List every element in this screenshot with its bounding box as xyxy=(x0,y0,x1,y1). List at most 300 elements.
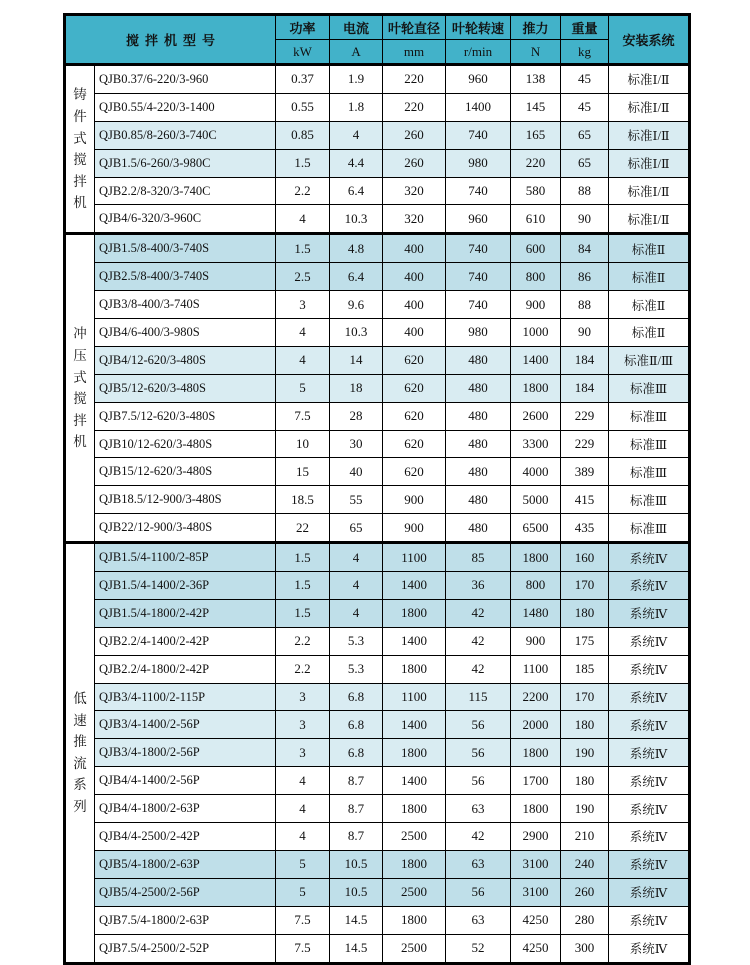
unit-diameter: mm xyxy=(383,40,446,65)
weight-cell: 415 xyxy=(561,486,609,514)
table-row xyxy=(65,767,690,795)
diameter-cell: 1800 xyxy=(383,599,446,627)
weight-cell: 90 xyxy=(561,205,609,234)
system-cell: 系统Ⅳ xyxy=(609,934,690,963)
speed-cell: 42 xyxy=(446,599,511,627)
power-cell: 7.5 xyxy=(276,906,330,934)
current-cell: 4 xyxy=(330,599,383,627)
diameter-cell: 320 xyxy=(383,177,446,205)
table-row xyxy=(65,121,690,149)
weight-cell: 88 xyxy=(561,177,609,205)
thrust-cell: 610 xyxy=(511,205,561,234)
thrust-cell: 4250 xyxy=(511,906,561,934)
power-cell: 3 xyxy=(276,291,330,319)
weight-cell: 45 xyxy=(561,65,609,94)
table-row xyxy=(65,263,690,291)
speed-cell: 42 xyxy=(446,627,511,655)
unit-speed: r/min xyxy=(446,40,511,65)
table-row xyxy=(65,795,690,823)
table-row xyxy=(65,486,690,514)
thrust-cell: 2900 xyxy=(511,823,561,851)
table-row xyxy=(65,514,690,543)
speed-cell: 740 xyxy=(446,121,511,149)
weight-cell: 45 xyxy=(561,93,609,121)
diameter-cell: 1400 xyxy=(383,627,446,655)
table-row xyxy=(65,711,690,739)
diameter-cell: 620 xyxy=(383,458,446,486)
category-vertical-label: 铸 件 式 搅 拌 机 xyxy=(73,87,87,211)
table-body xyxy=(65,65,690,964)
power-cell: 0.85 xyxy=(276,121,330,149)
power-cell: 1.5 xyxy=(276,599,330,627)
power-cell: 1.5 xyxy=(276,234,330,263)
category-cell xyxy=(65,234,95,543)
system-cell: 系统Ⅳ xyxy=(609,711,690,739)
unit-weight: kg xyxy=(561,40,609,65)
weight-cell: 65 xyxy=(561,149,609,177)
speed-cell: 480 xyxy=(446,374,511,402)
power-cell: 5 xyxy=(276,850,330,878)
model-cell: QJB1.5/4-1400/2-36P xyxy=(95,572,276,600)
power-cell: 2.2 xyxy=(276,655,330,683)
speed-cell: 52 xyxy=(446,934,511,963)
weight-cell: 210 xyxy=(561,823,609,851)
power-cell: 1.5 xyxy=(276,572,330,600)
diameter-cell: 1100 xyxy=(383,543,446,572)
weight-cell: 175 xyxy=(561,627,609,655)
weight-cell: 65 xyxy=(561,121,609,149)
current-cell: 14 xyxy=(330,346,383,374)
model-cell: QJB4/6-400/3-980S xyxy=(95,319,276,347)
table-row xyxy=(65,205,690,234)
weight-cell: 180 xyxy=(561,767,609,795)
system-cell: 标准Ⅱ xyxy=(609,263,690,291)
model-cell: QJB1.5/4-1800/2-42P xyxy=(95,599,276,627)
category-vertical-label: 冲 压 式 搅 拌 机 xyxy=(73,326,87,450)
system-cell: 标准Ⅱ xyxy=(609,291,690,319)
weight-cell: 84 xyxy=(561,234,609,263)
thrust-cell: 1480 xyxy=(511,599,561,627)
weight-cell: 190 xyxy=(561,795,609,823)
current-cell: 1.9 xyxy=(330,65,383,94)
weight-cell: 240 xyxy=(561,850,609,878)
current-cell: 10.3 xyxy=(330,319,383,347)
power-cell: 0.37 xyxy=(276,65,330,94)
unit-power: kW xyxy=(276,40,330,65)
column-header-model: 搅拌机型号 xyxy=(65,15,276,65)
current-cell: 6.4 xyxy=(330,177,383,205)
speed-cell: 740 xyxy=(446,177,511,205)
power-cell: 10 xyxy=(276,430,330,458)
model-cell: QJB7.5/4-1800/2-63P xyxy=(95,906,276,934)
speed-cell: 63 xyxy=(446,795,511,823)
weight-cell: 389 xyxy=(561,458,609,486)
model-cell: QJB7.5/12-620/3-480S xyxy=(95,402,276,430)
thrust-cell: 5000 xyxy=(511,486,561,514)
weight-cell: 260 xyxy=(561,878,609,906)
weight-cell: 435 xyxy=(561,514,609,543)
model-cell: QJB18.5/12-900/3-480S xyxy=(95,486,276,514)
diameter-cell: 260 xyxy=(383,121,446,149)
current-cell: 6.8 xyxy=(330,711,383,739)
system-cell: 系统Ⅳ xyxy=(609,572,690,600)
model-cell: QJB22/12-900/3-480S xyxy=(95,514,276,543)
thrust-cell: 900 xyxy=(511,627,561,655)
thrust-cell: 4000 xyxy=(511,458,561,486)
current-cell: 30 xyxy=(330,430,383,458)
model-cell: QJB4/12-620/3-480S xyxy=(95,346,276,374)
column-header-diameter: 叶轮直径 xyxy=(383,15,446,40)
model-cell: QJB1.5/8-400/3-740S xyxy=(95,234,276,263)
diameter-cell: 900 xyxy=(383,486,446,514)
thrust-cell: 600 xyxy=(511,234,561,263)
speed-cell: 115 xyxy=(446,683,511,711)
diameter-cell: 220 xyxy=(383,93,446,121)
model-cell: QJB15/12-620/3-480S xyxy=(95,458,276,486)
power-cell: 22 xyxy=(276,514,330,543)
weight-cell: 170 xyxy=(561,572,609,600)
speed-cell: 740 xyxy=(446,234,511,263)
table-row xyxy=(65,906,690,934)
table-row xyxy=(65,627,690,655)
current-cell: 14.5 xyxy=(330,906,383,934)
speed-cell: 56 xyxy=(446,739,511,767)
system-cell: 标准Ⅲ xyxy=(609,486,690,514)
system-cell: 系统Ⅳ xyxy=(609,878,690,906)
speed-cell: 480 xyxy=(446,346,511,374)
weight-cell: 229 xyxy=(561,402,609,430)
power-cell: 2.2 xyxy=(276,177,330,205)
thrust-cell: 6500 xyxy=(511,514,561,543)
model-cell: QJB2.2/4-1400/2-42P xyxy=(95,627,276,655)
speed-cell: 480 xyxy=(446,430,511,458)
spec-table-container xyxy=(63,13,691,965)
diameter-cell: 2500 xyxy=(383,934,446,963)
current-cell: 18 xyxy=(330,374,383,402)
current-cell: 14.5 xyxy=(330,934,383,963)
current-cell: 4.8 xyxy=(330,234,383,263)
model-cell: QJB0.37/6-220/3-960 xyxy=(95,65,276,94)
table-header xyxy=(65,15,690,65)
speed-cell: 1400 xyxy=(446,93,511,121)
diameter-cell: 1800 xyxy=(383,795,446,823)
thrust-cell: 3100 xyxy=(511,878,561,906)
model-cell: QJB1.5/4-1100/2-85P xyxy=(95,543,276,572)
current-cell: 10.5 xyxy=(330,850,383,878)
thrust-cell: 1800 xyxy=(511,739,561,767)
current-cell: 5.3 xyxy=(330,655,383,683)
current-cell: 1.8 xyxy=(330,93,383,121)
speed-cell: 980 xyxy=(446,149,511,177)
thrust-cell: 3300 xyxy=(511,430,561,458)
current-cell: 28 xyxy=(330,402,383,430)
current-cell: 4 xyxy=(330,121,383,149)
current-cell: 6.4 xyxy=(330,263,383,291)
power-cell: 4 xyxy=(276,205,330,234)
power-cell: 1.5 xyxy=(276,149,330,177)
model-cell: QJB4/4-1400/2-56P xyxy=(95,767,276,795)
power-cell: 18.5 xyxy=(276,486,330,514)
model-cell: QJB2.5/8-400/3-740S xyxy=(95,263,276,291)
table-row xyxy=(65,149,690,177)
thrust-cell: 165 xyxy=(511,121,561,149)
thrust-cell: 145 xyxy=(511,93,561,121)
diameter-cell: 400 xyxy=(383,319,446,347)
power-cell: 3 xyxy=(276,739,330,767)
system-cell: 系统Ⅳ xyxy=(609,599,690,627)
speed-cell: 63 xyxy=(446,850,511,878)
speed-cell: 480 xyxy=(446,514,511,543)
system-cell: 标准Ⅰ/Ⅱ xyxy=(609,149,690,177)
system-cell: 标准Ⅲ xyxy=(609,402,690,430)
weight-cell: 184 xyxy=(561,346,609,374)
thrust-cell: 1700 xyxy=(511,767,561,795)
speed-cell: 740 xyxy=(446,291,511,319)
system-cell: 标准Ⅱ/Ⅲ xyxy=(609,346,690,374)
diameter-cell: 220 xyxy=(383,65,446,94)
speed-cell: 480 xyxy=(446,486,511,514)
diameter-cell: 2500 xyxy=(383,878,446,906)
model-cell: QJB5/4-2500/2-56P xyxy=(95,878,276,906)
thrust-cell: 1100 xyxy=(511,655,561,683)
table-row xyxy=(65,234,690,263)
thrust-cell: 900 xyxy=(511,291,561,319)
table-row xyxy=(65,458,690,486)
column-header-power: 功率 xyxy=(276,15,330,40)
weight-cell: 300 xyxy=(561,934,609,963)
table-row xyxy=(65,177,690,205)
system-cell: 系统Ⅳ xyxy=(609,543,690,572)
power-cell: 4 xyxy=(276,319,330,347)
table-row xyxy=(65,739,690,767)
system-cell: 标准Ⅲ xyxy=(609,458,690,486)
system-cell: 标准Ⅲ xyxy=(609,514,690,543)
thrust-cell: 138 xyxy=(511,65,561,94)
table-row xyxy=(65,683,690,711)
table-row xyxy=(65,319,690,347)
speed-cell: 480 xyxy=(446,402,511,430)
thrust-cell: 1000 xyxy=(511,319,561,347)
model-cell: QJB3/8-400/3-740S xyxy=(95,291,276,319)
system-cell: 系统Ⅳ xyxy=(609,739,690,767)
category-cell xyxy=(65,543,95,963)
thrust-cell: 2000 xyxy=(511,711,561,739)
table-row xyxy=(65,572,690,600)
system-cell: 标准Ⅰ/Ⅱ xyxy=(609,93,690,121)
table-row xyxy=(65,93,690,121)
category-vertical-label: 低 速 推 流 系 列 xyxy=(73,691,87,814)
weight-cell: 160 xyxy=(561,543,609,572)
model-cell: QJB1.5/6-260/3-980C xyxy=(95,149,276,177)
weight-cell: 280 xyxy=(561,906,609,934)
system-cell: 系统Ⅳ xyxy=(609,795,690,823)
table-row xyxy=(65,543,690,572)
system-cell: 标准Ⅱ xyxy=(609,319,690,347)
model-cell: QJB3/4-1100/2-115P xyxy=(95,683,276,711)
thrust-cell: 1800 xyxy=(511,543,561,572)
table-row xyxy=(65,402,690,430)
speed-cell: 960 xyxy=(446,65,511,94)
model-cell: QJB5/12-620/3-480S xyxy=(95,374,276,402)
thrust-cell: 1800 xyxy=(511,795,561,823)
power-cell: 2.2 xyxy=(276,627,330,655)
diameter-cell: 1800 xyxy=(383,906,446,934)
system-cell: 标准Ⅲ xyxy=(609,374,690,402)
weight-cell: 180 xyxy=(561,599,609,627)
diameter-cell: 260 xyxy=(383,149,446,177)
diameter-cell: 620 xyxy=(383,430,446,458)
power-cell: 4 xyxy=(276,767,330,795)
column-header-speed: 叶轮转速 xyxy=(446,15,511,40)
speed-cell: 56 xyxy=(446,767,511,795)
weight-cell: 180 xyxy=(561,711,609,739)
table-row xyxy=(65,850,690,878)
speed-cell: 56 xyxy=(446,878,511,906)
weight-cell: 229 xyxy=(561,430,609,458)
power-cell: 4 xyxy=(276,795,330,823)
diameter-cell: 1400 xyxy=(383,767,446,795)
diameter-cell: 400 xyxy=(383,234,446,263)
current-cell: 4 xyxy=(330,572,383,600)
system-cell: 系统Ⅳ xyxy=(609,906,690,934)
diameter-cell: 900 xyxy=(383,514,446,543)
system-cell: 标准Ⅱ xyxy=(609,234,690,263)
speed-cell: 980 xyxy=(446,319,511,347)
power-cell: 3 xyxy=(276,711,330,739)
table-row xyxy=(65,599,690,627)
thrust-cell: 800 xyxy=(511,572,561,600)
power-cell: 5 xyxy=(276,878,330,906)
system-cell: 系统Ⅳ xyxy=(609,627,690,655)
table-row xyxy=(65,655,690,683)
table-row xyxy=(65,346,690,374)
diameter-cell: 400 xyxy=(383,291,446,319)
current-cell: 8.7 xyxy=(330,767,383,795)
speed-cell: 85 xyxy=(446,543,511,572)
model-cell: QJB4/4-1800/2-63P xyxy=(95,795,276,823)
current-cell: 8.7 xyxy=(330,795,383,823)
current-cell: 10.5 xyxy=(330,878,383,906)
unit-thrust: N xyxy=(511,40,561,65)
speed-cell: 960 xyxy=(446,205,511,234)
power-cell: 15 xyxy=(276,458,330,486)
diameter-cell: 1800 xyxy=(383,655,446,683)
diameter-cell: 2500 xyxy=(383,823,446,851)
current-cell: 4 xyxy=(330,543,383,572)
diameter-cell: 1400 xyxy=(383,572,446,600)
system-cell: 标准Ⅲ xyxy=(609,430,690,458)
model-cell: QJB10/12-620/3-480S xyxy=(95,430,276,458)
system-cell: 标准Ⅰ/Ⅱ xyxy=(609,65,690,94)
thrust-cell: 3100 xyxy=(511,850,561,878)
system-cell: 标准Ⅰ/Ⅱ xyxy=(609,205,690,234)
thrust-cell: 1400 xyxy=(511,346,561,374)
diameter-cell: 320 xyxy=(383,205,446,234)
model-cell: QJB0.55/4-220/3-1400 xyxy=(95,93,276,121)
speed-cell: 480 xyxy=(446,458,511,486)
model-cell: QJB5/4-1800/2-63P xyxy=(95,850,276,878)
diameter-cell: 1100 xyxy=(383,683,446,711)
model-cell: QJB0.85/8-260/3-740C xyxy=(95,121,276,149)
model-cell: QJB4/4-2500/2-42P xyxy=(95,823,276,851)
thrust-cell: 580 xyxy=(511,177,561,205)
diameter-cell: 1400 xyxy=(383,711,446,739)
current-cell: 9.6 xyxy=(330,291,383,319)
diameter-cell: 620 xyxy=(383,374,446,402)
speed-cell: 42 xyxy=(446,655,511,683)
power-cell: 3 xyxy=(276,683,330,711)
table-row xyxy=(65,934,690,963)
table-row xyxy=(65,374,690,402)
system-cell: 标准Ⅰ/Ⅱ xyxy=(609,121,690,149)
power-cell: 2.5 xyxy=(276,263,330,291)
category-cell xyxy=(65,65,95,234)
table-row xyxy=(65,878,690,906)
current-cell: 10.3 xyxy=(330,205,383,234)
system-cell: 系统Ⅳ xyxy=(609,655,690,683)
speed-cell: 56 xyxy=(446,711,511,739)
current-cell: 40 xyxy=(330,458,383,486)
system-cell: 系统Ⅳ xyxy=(609,823,690,851)
current-cell: 8.7 xyxy=(330,823,383,851)
column-header-thrust: 推力 xyxy=(511,15,561,40)
diameter-cell: 1800 xyxy=(383,850,446,878)
power-cell: 5 xyxy=(276,374,330,402)
speed-cell: 63 xyxy=(446,906,511,934)
current-cell: 6.8 xyxy=(330,683,383,711)
weight-cell: 88 xyxy=(561,291,609,319)
thrust-cell: 4250 xyxy=(511,934,561,963)
weight-cell: 170 xyxy=(561,683,609,711)
unit-current: A xyxy=(330,40,383,65)
power-cell: 7.5 xyxy=(276,402,330,430)
column-header-weight: 重量 xyxy=(561,15,609,40)
weight-cell: 184 xyxy=(561,374,609,402)
diameter-cell: 400 xyxy=(383,263,446,291)
table-row xyxy=(65,823,690,851)
weight-cell: 90 xyxy=(561,319,609,347)
system-cell: 标准Ⅰ/Ⅱ xyxy=(609,177,690,205)
column-header-install-system: 安装系统 xyxy=(609,15,690,65)
weight-cell: 190 xyxy=(561,739,609,767)
current-cell: 65 xyxy=(330,514,383,543)
current-cell: 4.4 xyxy=(330,149,383,177)
model-cell: QJB2.2/8-320/3-740C xyxy=(95,177,276,205)
power-cell: 7.5 xyxy=(276,934,330,963)
current-cell: 5.3 xyxy=(330,627,383,655)
system-cell: 系统Ⅳ xyxy=(609,767,690,795)
mixer-spec-table xyxy=(63,13,691,965)
thrust-cell: 220 xyxy=(511,149,561,177)
diameter-cell: 620 xyxy=(383,346,446,374)
speed-cell: 42 xyxy=(446,823,511,851)
speed-cell: 740 xyxy=(446,263,511,291)
column-header-current: 电流 xyxy=(330,15,383,40)
thrust-cell: 1800 xyxy=(511,374,561,402)
diameter-cell: 620 xyxy=(383,402,446,430)
model-cell: QJB3/4-1400/2-56P xyxy=(95,711,276,739)
power-cell: 0.55 xyxy=(276,93,330,121)
weight-cell: 86 xyxy=(561,263,609,291)
speed-cell: 36 xyxy=(446,572,511,600)
system-cell: 系统Ⅳ xyxy=(609,683,690,711)
thrust-cell: 2200 xyxy=(511,683,561,711)
power-cell: 4 xyxy=(276,346,330,374)
weight-cell: 185 xyxy=(561,655,609,683)
current-cell: 6.8 xyxy=(330,739,383,767)
model-cell: QJB7.5/4-2500/2-52P xyxy=(95,934,276,963)
model-cell: QJB4/6-320/3-960C xyxy=(95,205,276,234)
